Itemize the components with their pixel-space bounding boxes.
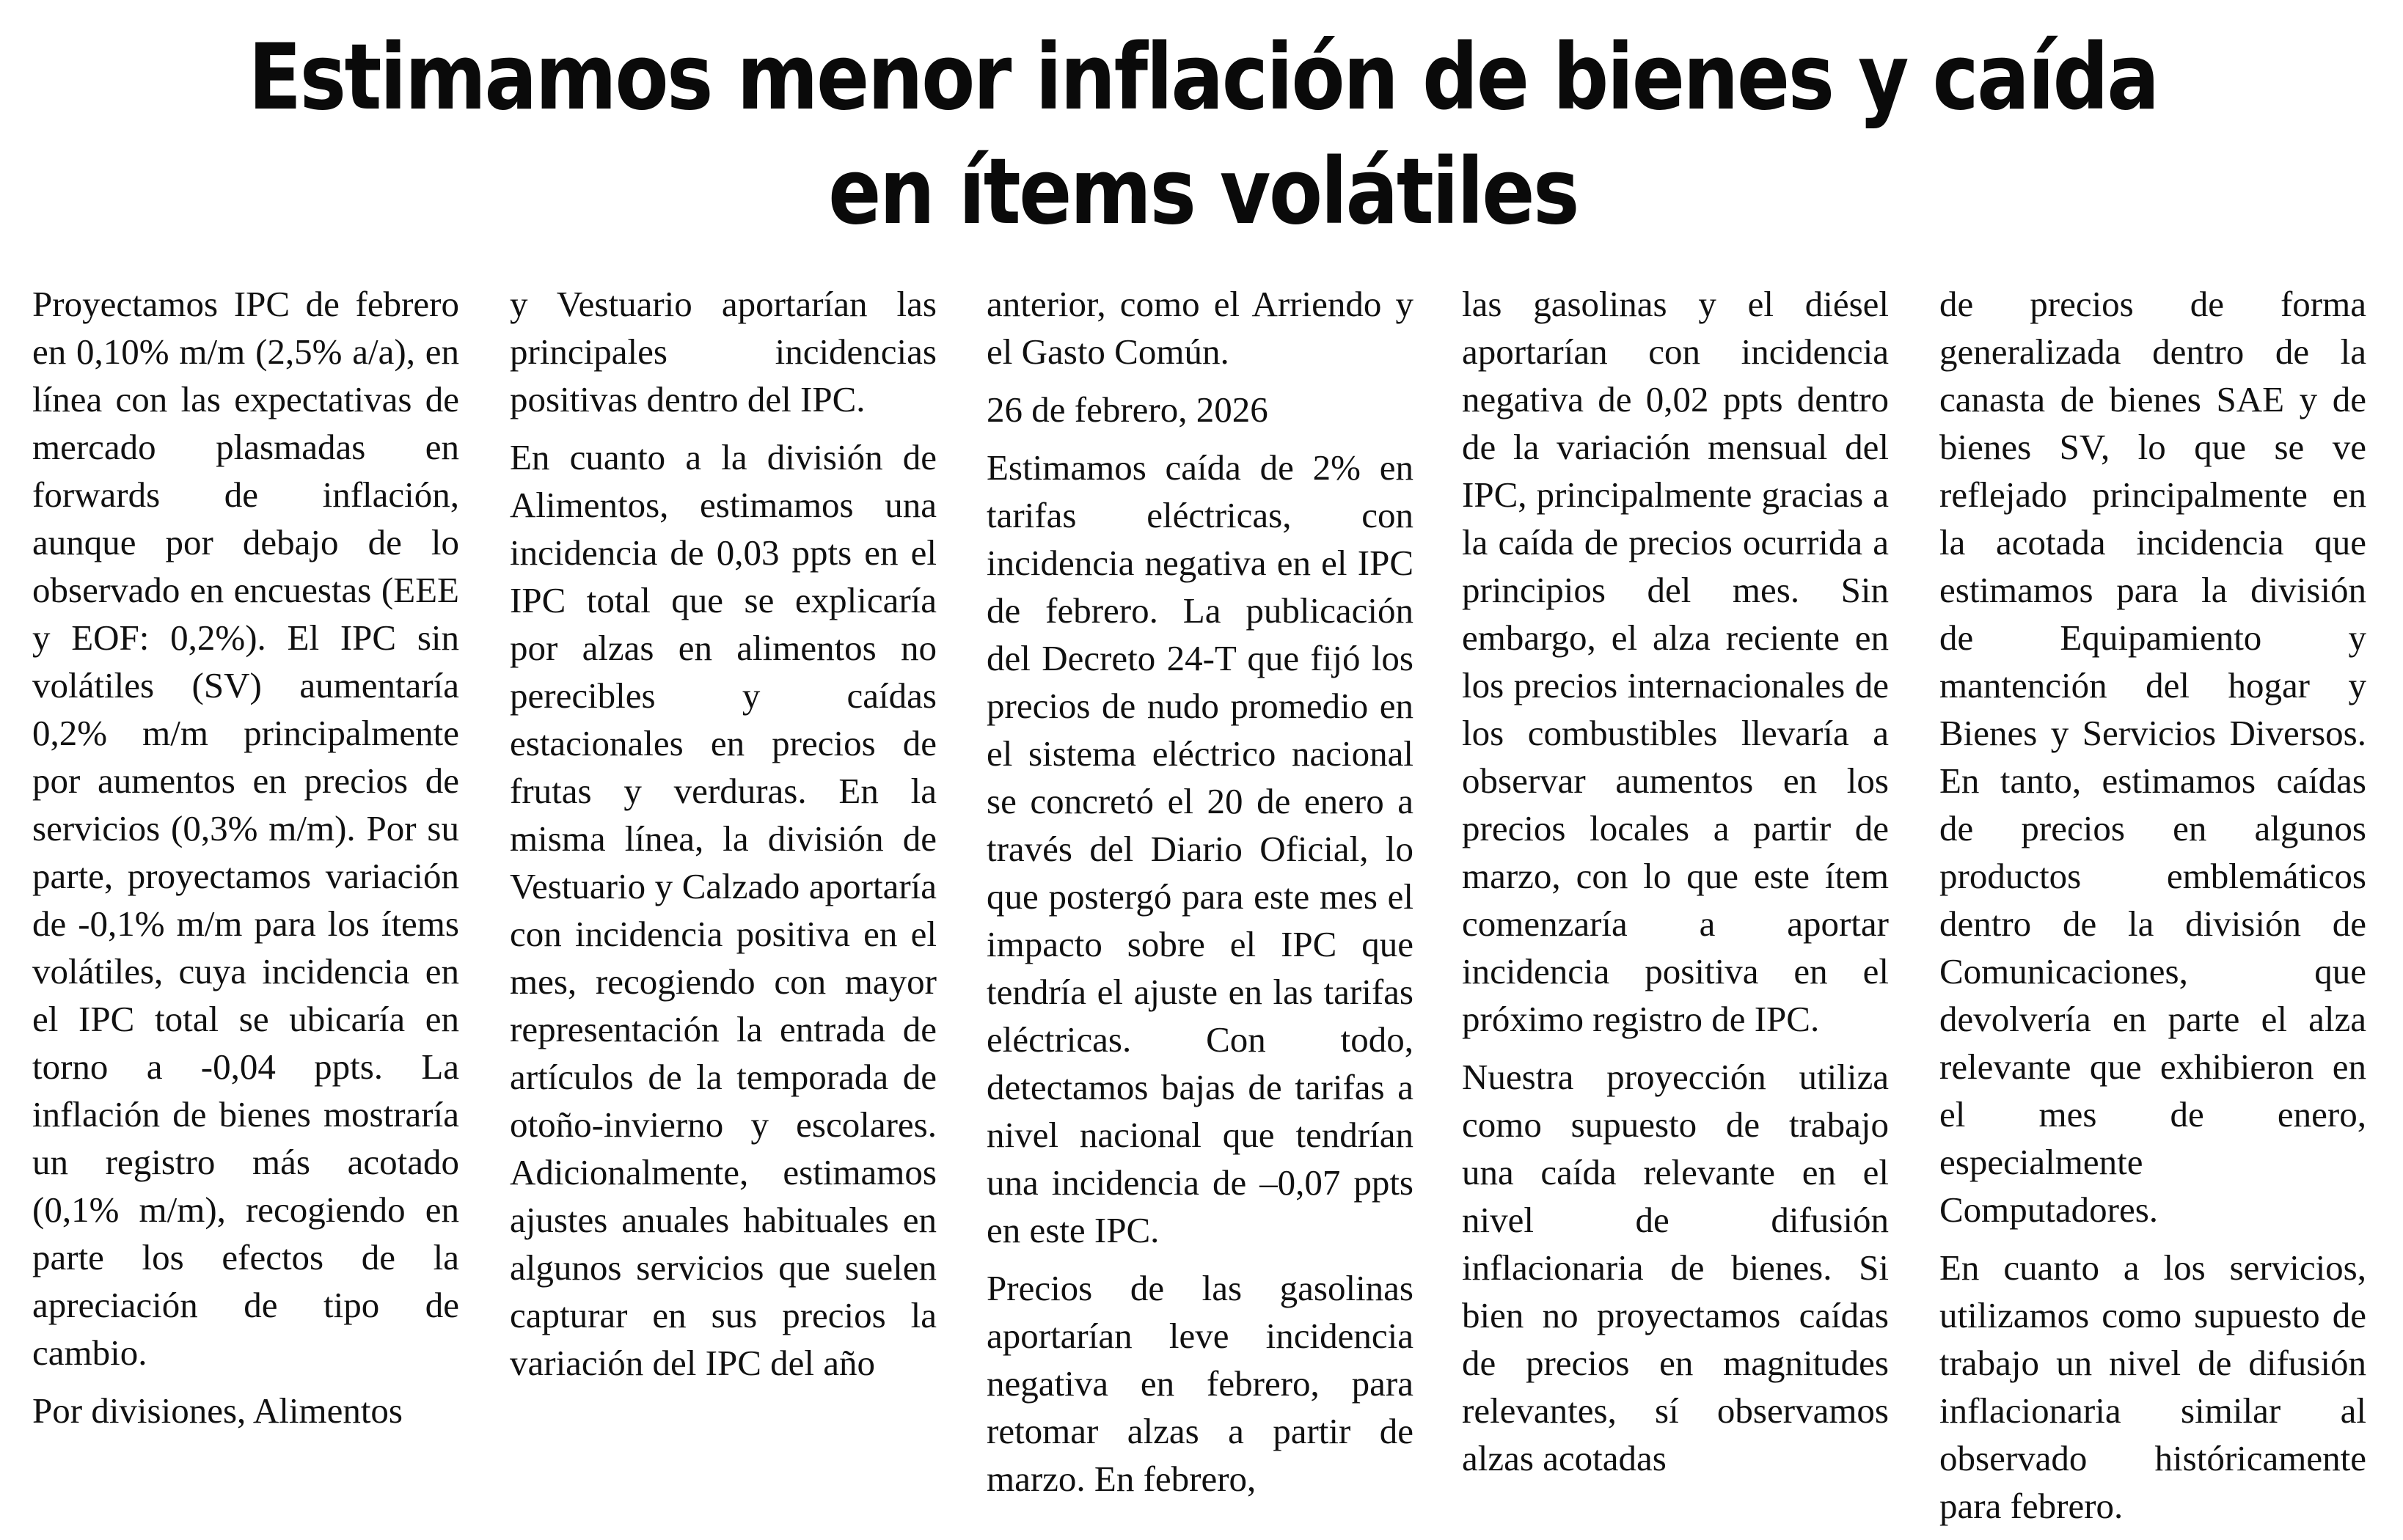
article-column-4 [1462, 280, 1889, 1492]
paragraph: En cuanto a los servicios, utilizamos como supuesto de trabajo un nivel de difusión inflacionaria similar al observado históricamente para febrero. [1939, 1247, 2366, 1526]
paragraph: En cuanto a la división de Alimentos, estimamos una incidencia de 0,03 ppts en el IPC total que se explicaría por alzas en alimentos no perecibles y caídas estacionales en precios de frutas y verduras. En la misma línea, la división de Vestuario y Calzado aportaría con incidencia positiva en el mes, recogiendo con mayor representación la entrada de artículos de la temporada de otoño-invierno y escolares. Adicionalmente, estimamos ajustes anuales habituales en algunos servicios que suelen capturar en sus precios la variación del IPC del año [510, 437, 937, 1383]
article-column-1 [32, 280, 459, 1445]
paragraph: las gasolinas y el diésel aportarían con incidencia negativa de 0,02 ppts dentro de la variación mensual del IPC, principalmente gracias a la caída de precios ocurrida a principios del mes. Sin embargo, el alza reciente en los precios internacionales de los combustibles llevaría a observar aumentos en los precios locales a partir de marzo, con lo que este ítem comenzaría a aportar incidencia positiva en el próximo registro de IPC. [1462, 284, 1889, 1039]
article-column-5 [1939, 280, 2366, 1540]
paragraph: Nuestra proyección utiliza como supuesto de trabajo una caída relevante en el nivel de difusión inflacionaria de bienes. Si bien no proyectamos caídas de precios en magnitudes relevantes, sí observamos alzas acotadas [1462, 1057, 1889, 1478]
paragraph: de precios de forma generalizada dentro de la canasta de bienes SAE y de bienes SV, lo que se ve reflejado principalmente en la acotada incidencia que estimamos para la división de Equipamiento y mantención del hogar y Bienes y Servicios Diversos. En tanto, estimamos caídas de precios en algunos productos emblemáticos dentro de la división de Comunicaciones, que devolvería en parte el alza relevante que exhibieron en el mes de enero, especialmente Computadores. [1939, 284, 2366, 1230]
headline: Estimamos menor inflación de bienes y caída en ítems volátiles [248, 25, 2158, 245]
article-column-2 [510, 280, 937, 1397]
article-column-3 [987, 280, 1413, 1513]
paragraph: Por divisiones, Alimentos [32, 1390, 403, 1431]
paragraph: Proyectamos IPC de febrero en 0,10% m/m (2,5% a/a), en línea con las expectativas de mercado plasmadas en forwards de inflación, aunque por debajo de lo observado en encuestas (EEE y EOF: 0,2%). El IPC sin volátiles (SV) aumentaría 0,2% m/m principalmente por aumentos en precios de servicios (0,3% m/m). Por su parte, proyectamos variación de -0,1% m/m para los ítems volátiles, cuya incidencia en el IPC total se ubicaría en torno a -0,04 ppts. La inflación de bienes mostraría un registro más acotado (0,1% m/m), recogiendo en parte los efectos de la apreciación de tipo de cambio. [32, 284, 459, 1373]
paragraph: Precios de las gasolinas aportarían leve incidencia negativa en febrero, para retomar alzas a partir de marzo. En febrero, [987, 1268, 1413, 1499]
paragraph: Estimamos caída de 2% en tarifas eléctricas, con incidencia negativa en el IPC de febrero. La publicación del Decreto 24-T que fijó los precios de nudo promedio en el sistema eléctrico nacional se concretó el 20 de enero a través del Diario Oficial, lo que postergó para este mes el impacto sobre el IPC que tendría el ajuste en las tarifas eléctricas. Con todo, detectamos bajas de tarifas a nivel nacional que tendrían una incidencia de –0,07 ppts en este IPC. [987, 447, 1413, 1250]
paragraph: y Vestuario aportarían las principales incidencias positivas dentro del IPC. [510, 284, 937, 419]
paragraph: anterior, como el Arriendo y el Gasto Común. [987, 284, 1413, 372]
date-line: 26 de febrero, 2026 [987, 389, 1268, 430]
